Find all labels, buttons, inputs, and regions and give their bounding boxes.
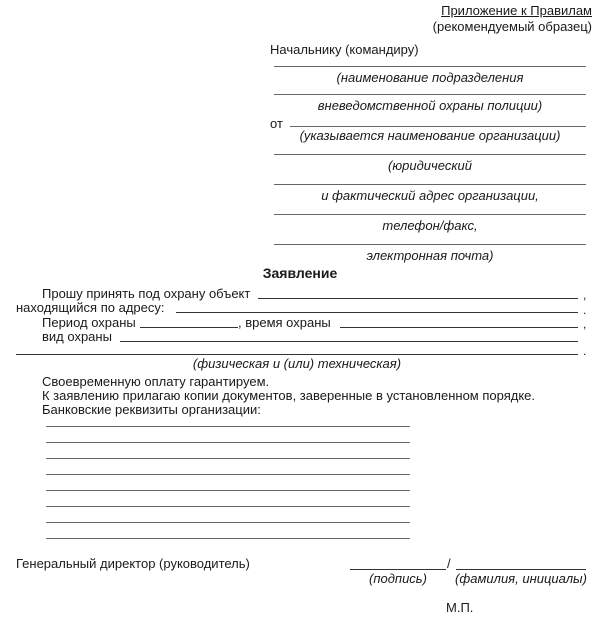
email-line[interactable] [274, 244, 586, 245]
type-label: вид охраны [42, 329, 112, 344]
type-field-period: . [583, 344, 587, 358]
bank-details-line-1[interactable] [46, 426, 410, 427]
email-caption: электронная почта) [366, 248, 494, 263]
type-field-line-2[interactable] [16, 354, 578, 355]
bank-details-line-3[interactable] [46, 458, 410, 459]
unit-name-line-2[interactable] [274, 94, 586, 95]
actual-address-line[interactable] [274, 184, 586, 185]
address-field-line[interactable] [176, 312, 578, 313]
legal-address-caption: (юридический [388, 158, 472, 173]
organization-name-caption: (указывается наименование организации) [299, 128, 561, 143]
unit-name-line[interactable] [274, 66, 586, 67]
phone-fax-line[interactable] [274, 214, 586, 215]
addressee-label: Начальнику (командиру) [270, 42, 419, 57]
phone-fax-caption: телефон/факс, [382, 218, 478, 233]
unit-name-caption-2: вневедомственной охраны полиции) [317, 98, 543, 113]
period-label: Период охраны [42, 315, 136, 330]
address-label: находящийся по адресу: [16, 300, 165, 315]
unit-name-caption: (наименование подразделения [336, 70, 524, 85]
statement-title: Заявление [262, 265, 338, 281]
time-field-line[interactable] [340, 327, 578, 328]
type-field-line[interactable] [120, 341, 578, 342]
actual-address-caption: и фактический адрес организации, [321, 188, 539, 203]
bank-details-line-8[interactable] [46, 538, 410, 539]
signature-slash: / [447, 556, 451, 571]
name-initials-caption: (фамилия, инициалы) [455, 571, 587, 586]
type-caption: (физическая и (или) техническая) [192, 356, 402, 371]
signature-line[interactable] [350, 569, 446, 570]
time-field-comma: , [583, 317, 587, 331]
bank-details-label: Банковские реквизиты организации: [42, 402, 261, 417]
organization-name-line[interactable] [290, 126, 586, 127]
request-label: Прошу принять под охрану объект [42, 286, 251, 301]
stamp-place-label: М.П. [446, 600, 474, 615]
appendix-heading: Приложение к Правилам [441, 3, 592, 18]
attachments-text: К заявлению прилагаю копии документов, заверенные в установленном порядке. [42, 388, 536, 403]
bank-details-line-5[interactable] [46, 490, 410, 491]
period-field-line[interactable] [140, 327, 238, 328]
object-field-comma: , [583, 288, 587, 302]
legal-address-line[interactable] [274, 154, 586, 155]
bank-details-line-7[interactable] [46, 522, 410, 523]
from-label: от [270, 116, 283, 131]
name-initials-line[interactable] [456, 569, 586, 570]
object-field-line[interactable] [258, 298, 578, 299]
bank-details-line-6[interactable] [46, 506, 410, 507]
director-label: Генеральный директор (руководитель) [16, 556, 250, 571]
recommended-sample-note: (рекомендуемый образец) [432, 19, 592, 34]
bank-details-line-2[interactable] [46, 442, 410, 443]
time-label: , время охраны [238, 315, 331, 330]
bank-details-line-4[interactable] [46, 474, 410, 475]
payment-guarantee-text: Своевременную оплату гарантируем. [42, 374, 270, 389]
signature-caption: (подпись) [369, 571, 427, 586]
address-field-period: . [583, 303, 587, 317]
